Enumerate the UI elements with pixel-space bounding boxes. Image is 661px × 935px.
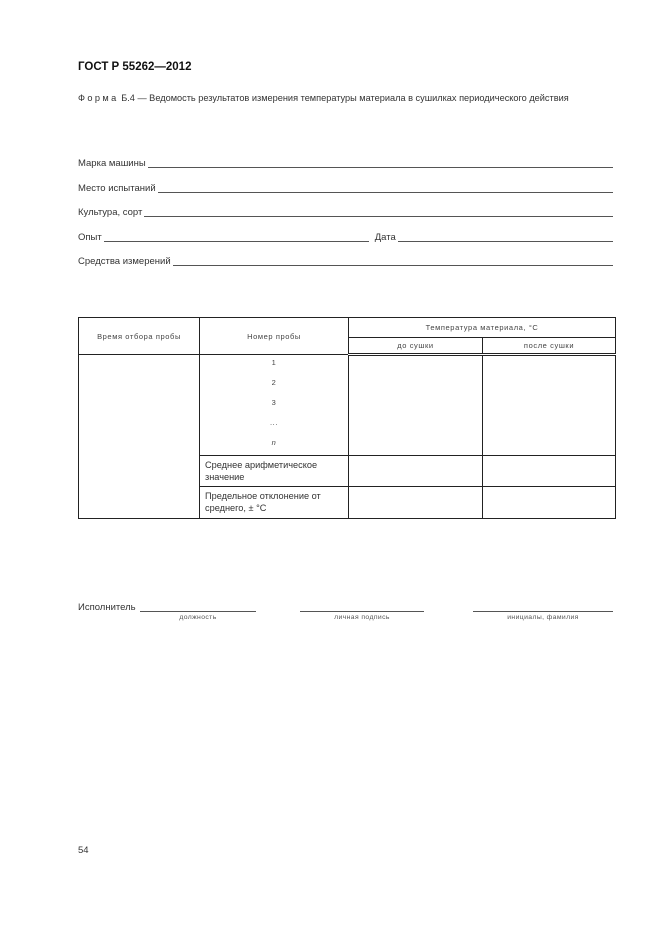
crop-variety-input-line[interactable] xyxy=(144,206,613,217)
mean-after-cell[interactable] xyxy=(483,456,616,487)
sample-number: 3 xyxy=(271,398,277,407)
machine-brand-field[interactable] xyxy=(78,155,613,169)
machine-brand-input-line[interactable] xyxy=(148,157,613,168)
name-signature-line[interactable] xyxy=(473,602,613,612)
signature-caption: личная подпись xyxy=(334,614,390,621)
sample-number: 2 xyxy=(271,378,277,387)
date-input-line[interactable] xyxy=(398,231,613,242)
experiment-input-line[interactable] xyxy=(104,231,369,242)
mean-before-cell[interactable] xyxy=(349,456,483,487)
header-time: Время отбора пробы xyxy=(79,318,200,355)
test-place-label: Место испытаний xyxy=(78,183,156,194)
page-number: 54 xyxy=(78,845,89,856)
machine-brand-label: Марка машины xyxy=(78,158,146,169)
measurement-table xyxy=(78,317,616,519)
measuring-tools-label: Средства измерений xyxy=(78,256,171,267)
deviation-label: Предельное отклонение от среднего, ± °С xyxy=(200,487,349,519)
document-code: ГОСТ Р 55262—2012 xyxy=(78,61,192,73)
crop-variety-label: Культура, сорт xyxy=(78,207,143,218)
form-prefix: Форма xyxy=(78,93,119,103)
form-title xyxy=(78,93,569,103)
position-caption: должность xyxy=(179,614,217,621)
before-drying-cell[interactable] xyxy=(349,355,483,456)
header-temperature-group: Температура материала, °С xyxy=(349,318,616,338)
header-sample-number: Номер пробы xyxy=(200,318,349,355)
sample-number: ... xyxy=(269,418,279,427)
sample-number: 1 xyxy=(271,358,277,367)
form-title-text: Б.4 — Ведомость результатов измерения температуры материала в сушилках периодического действия xyxy=(121,93,569,103)
measuring-tools-input-line[interactable] xyxy=(173,255,613,266)
personal-signature-line[interactable] xyxy=(300,602,424,612)
test-place-field[interactable] xyxy=(78,180,613,194)
deviation-before-cell[interactable] xyxy=(349,487,483,519)
position-signature-line[interactable] xyxy=(140,602,256,612)
experiment-date-field[interactable] xyxy=(78,229,613,243)
experiment-label: Опыт xyxy=(78,232,102,243)
name-caption: инициалы, фамилия xyxy=(507,614,579,621)
test-place-input-line[interactable] xyxy=(158,182,613,193)
deviation-after-cell[interactable] xyxy=(483,487,616,519)
executor-label: Исполнитель xyxy=(78,602,136,613)
sample-number-list xyxy=(200,355,349,456)
header-after-drying: после сушки xyxy=(483,338,616,355)
header-before-drying: до сушки xyxy=(349,338,483,355)
mean-value-label: Среднее арифметическое значение xyxy=(200,456,349,487)
crop-variety-field[interactable] xyxy=(78,204,613,218)
sample-number: n xyxy=(271,438,277,447)
date-label: Дата xyxy=(374,232,396,243)
measuring-tools-field[interactable] xyxy=(78,253,613,267)
time-cell[interactable] xyxy=(79,355,200,519)
after-drying-cell[interactable] xyxy=(483,355,616,456)
